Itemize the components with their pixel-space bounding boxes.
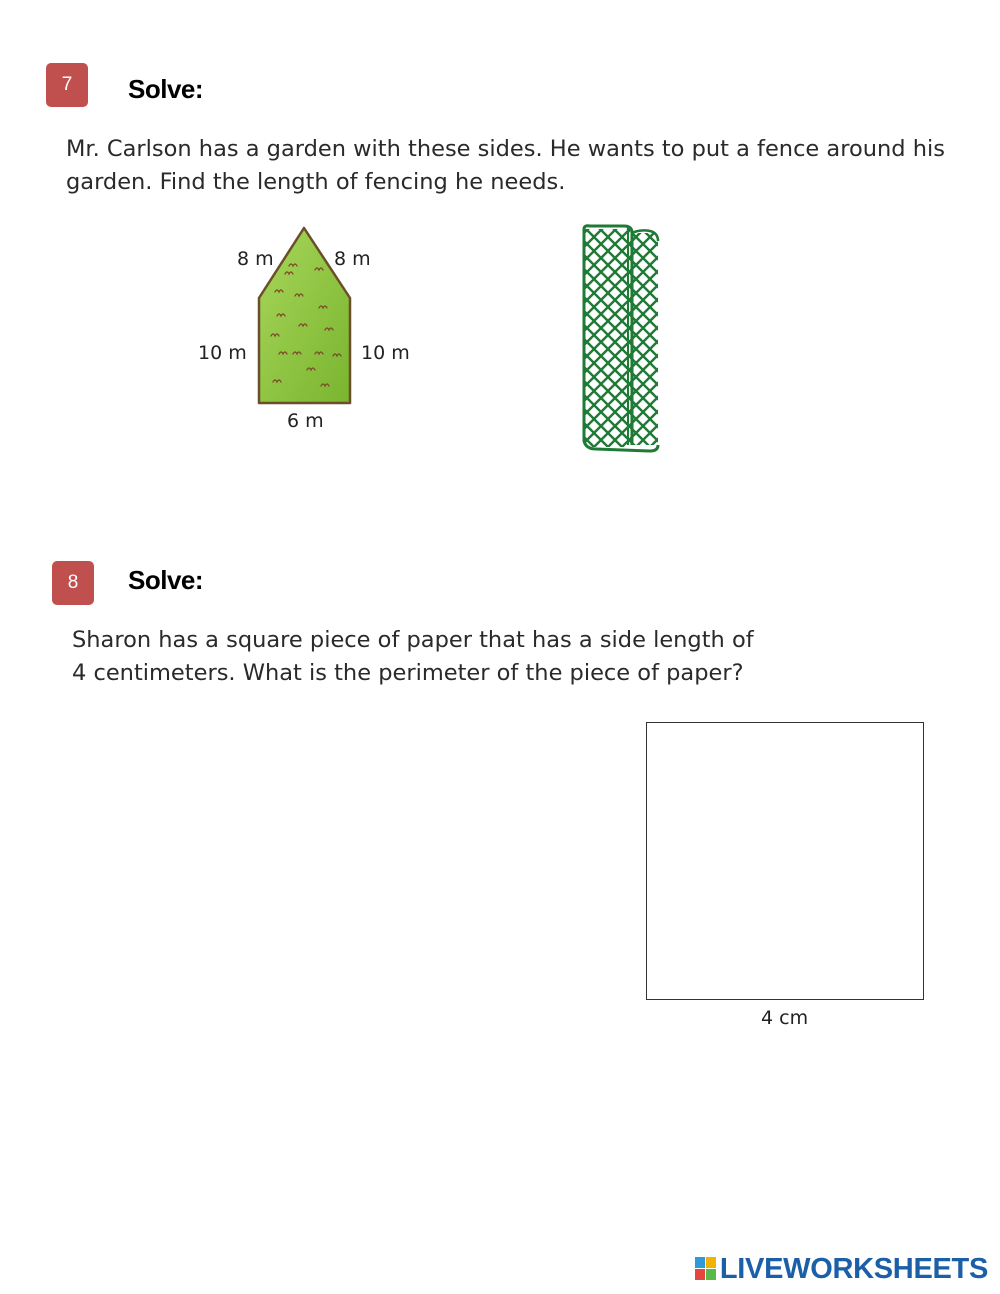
question-heading: Solve:: [128, 565, 204, 595]
question-number-badge: 7: [46, 63, 88, 107]
garden-label-bottom: 6 m: [287, 410, 324, 432]
garden-label-left: 10 m: [198, 342, 247, 364]
question-text-line: Mr. Carlson has a garden with these sides. He wants to put a fence around his: [66, 136, 945, 162]
question-text-line: 4 centimeters. What is the perimeter of the piece of paper?: [72, 660, 744, 686]
question-heading: Solve:: [128, 74, 204, 104]
brand-name: LIVEWORKSHEETS: [719, 1252, 988, 1285]
garden-label-top-right: 8 m: [334, 248, 371, 270]
question-number-badge: 8: [52, 561, 94, 605]
liveworksheets-logo-icon: [695, 1257, 717, 1281]
question-text-line: Sharon has a square piece of paper that has a side length of: [72, 627, 754, 653]
paper-square: [646, 722, 924, 1000]
liveworksheets-brand: [695, 1252, 988, 1286]
square-side-label: 4 cm: [761, 1007, 809, 1029]
garden-label-right: 10 m: [361, 342, 410, 364]
garden-label-top-left: 8 m: [237, 248, 274, 270]
fence-roll-icon: [580, 223, 662, 453]
question-text-line: garden. Find the length of fencing he needs.: [66, 169, 566, 195]
